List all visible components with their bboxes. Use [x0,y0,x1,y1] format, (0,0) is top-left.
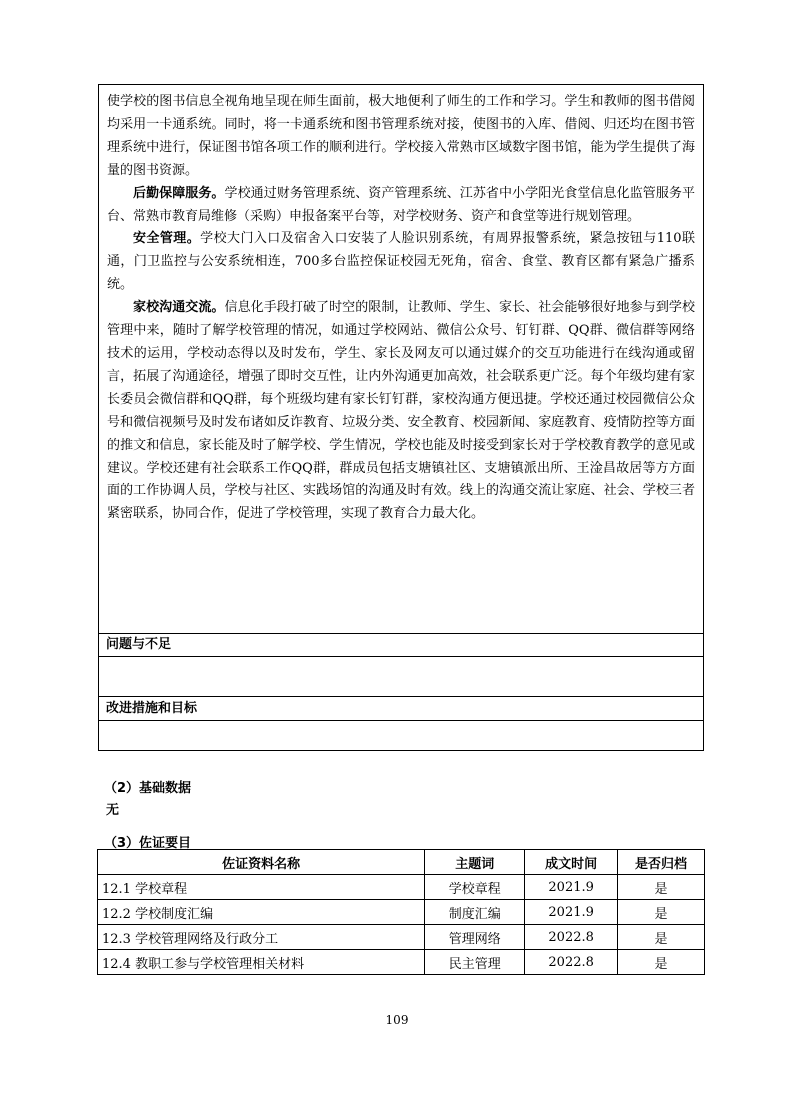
cell-name: 12.3 学校管理网络及行政分工 [98,925,425,950]
cell-keyword: 管理网络 [425,925,525,950]
table-row [98,875,705,900]
evidence-header-row [98,850,705,875]
table-row [98,900,705,925]
cell-date: 2021.9 [525,875,618,900]
paragraph-logistics [107,183,695,229]
heading-logistics: 后勤保障服务。 [133,185,225,201]
problems-content [99,657,703,697]
description-cell [99,85,703,634]
heading-safety: 安全管理。 [133,231,201,247]
cell-keyword: 制度汇编 [425,900,525,925]
cell-date: 2022.8 [525,950,618,975]
header-archived: 是否归档 [618,850,705,875]
cell-archived: 是 [618,925,705,950]
cell-name: 12.2 学校制度汇编 [98,900,425,925]
cell-name: 12.1 学校章程 [98,875,425,900]
cell-keyword: 民主管理 [425,950,525,975]
improvement-label: 改进措施和目标 [99,697,703,721]
problems-label: 问题与不足 [99,634,703,657]
cell-archived: 是 [618,950,705,975]
table-row [98,950,705,975]
page-number: 109 [385,1013,409,1027]
cell-keyword: 学校章程 [425,875,525,900]
section-basic-data-body: 无 [106,803,120,818]
header-name: 佐证资料名称 [98,850,425,875]
improvement-content [99,721,703,750]
evidence-table [97,849,705,975]
heading-home-school: 家校沟通交流。 [133,300,225,316]
cell-date: 2022.8 [525,925,618,950]
table-row [98,925,705,950]
section-evidence-title: （3）佐证要目 [104,836,192,851]
cell-name: 12.4 教职工参与学校管理相关材料 [98,950,425,975]
cell-date: 2021.9 [525,900,618,925]
evaluation-table [98,84,704,751]
header-date: 成文时间 [525,850,618,875]
header-keyword: 主题词 [425,850,525,875]
section-basic-data-title: （2）基础数据 [104,781,192,796]
text-safety: 学校大门入口及宿舍入口安装了人脸识别系统，有周界报警系统，紧急按钮与110联通，门卫监控与公安系统相连，700多台监控保证校园无死角，宿舍、食堂、教育区都有紧急广播系统。 [107,231,695,293]
cell-archived: 是 [618,875,705,900]
paragraph-library: 使学校的图书信息全视角地呈现在师生面前，极大地便利了师生的工作和学习。学生和教师的图书借阅均采用一卡通系统。同时，将一卡通系统和图书管理系统对接，使图书的入库、借阅、归还均在图书管理系统中进行，保证图书馆各项工作的顺利进行。学校接入常熟市区域数字图书馆，能为学生提供了海量的图书资源。 [107,94,695,178]
paragraph-home-school [107,297,695,526]
cell-archived: 是 [618,900,705,925]
paragraph-safety [107,228,695,297]
text-logistics: 学校通过财务管理系统、资产管理系统、江苏省中小学阳光食堂信息化监管服务平台、常熟市教育局维修（采购）申报备案平台等，对学校财务、资产和食堂等进行规划管理。 [107,185,695,224]
text-home-school: 信息化手段打破了时空的限制，让教师、学生、家长、社会能够很好地参与到学校管理中来，随时了解学校管理的情况，如通过学校网站、微信公众号、钉钉群、QQ群、微信群等网络技术的运用，学校动态得以及时发布，学生、家长及网友可以通过媒介的交互功能进行在线沟通或留言，拓展了沟通途径，增强了即时交互性，让内外沟通更加高效，社会联系更广泛。每个年级均建有家长委员会微信群和QQ群，每个班级均建有家长钉钉群，家校沟通方便迅捷。学校还通过校园微信公众号和微信视频号及时发布诸如反诈教育、垃圾分类、安全教育、校园新闻、家庭教育、疫情防控等方面的推文和信息，家长能及时了解学校、学生情况，学校也能及时接受到家长对于学校教育教学的意见或建议。学校还建有社会联系工作QQ群，群成员包括支塘镇社区、支塘镇派出所、王淦昌故居等方方面面的工作协调人员，学校与社区、实践场馆的沟通及时有效。线上的沟通交流让家庭、社会、学校三者紧密联系，协同合作，促进了学校管理，实现了教育合力最大化。 [107,300,695,522]
